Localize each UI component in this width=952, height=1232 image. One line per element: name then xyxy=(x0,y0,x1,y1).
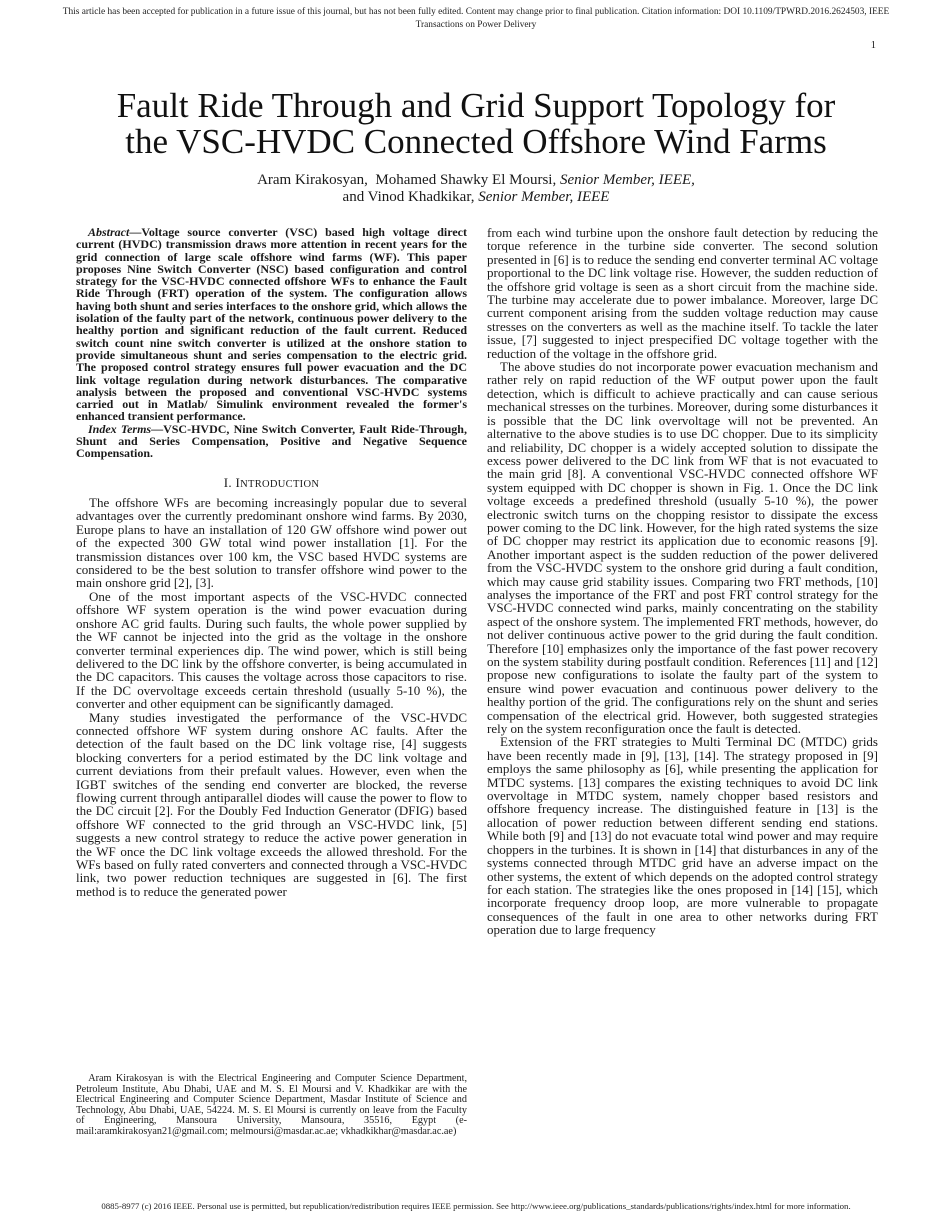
notice-line-1: This article has been accepted for publication in a future issue of this journal, but has not been fully edited. Content may change prior to final publication. Citation information: DOI 10.1109/TPWRD.2016.2624503, IEEE xyxy=(62,7,890,17)
paragraph: Many studies investigated the performance of the VSC-HVDC connected offshore WF system during onshore AC faults. After the detection of the fault based on the DC link voltage rise, [4] suggests blocking converters for a period estimated by the DC link voltage and current deviations from their prefault values. However, even when the IGBT switches of the sending end converter are blocked, the reverse flowing current through antiparallel diodes will cause the power to flow to the DC circuit [2]. For the Doubly Fed Induction Generator (DFIG) based offshore WF connected to the grid through an VSC-HVDC link, [5] suggests a new control strategy to reduce the active power generation in the WF once the DC link voltage exceeds the allowed threshold. For the WFs based on fully rated converters and connected through a VSC-HVDC link, two power reduction techniques are suggested in [6]. The first method is to reduce the generated power xyxy=(76,709,467,899)
left-column xyxy=(76,226,467,898)
paragraph: The above studies do not incorporate power evacuation mechanism and rather rely on rapid reduction of the WF output power upon the fault detection, which is difficult to achieve practically and can cause serious mechanical stresses on the turbines. Moreover, during some disturbances it is possible that the DC link overvoltage will not be prevented. An alternative to the above studies is to use DC chopper. Due to its simplicity and reliability, DC chopper is a widely accepted solution to dissipate the excess power delivered to the DC link from WF that is not evacuated to the main grid [8]. A conventional VSC-HVDC connected offshore WF system equipped with DC chopper is shown in Fig. 1. Once the DC link voltage exceeds a predefined threshold (usually 5-10 %), the power electronic switch turns on the chopping resistor to dissipate the excess power coming to the DC link. However, for the high rated systems the size of DC chopper may restrict its application due to economic reasons [9]. Another important aspect is the sudden reduction of the power delivered from the VSC-HVDC system to the onshore grid during a fault condition, which may cause grid stability issues. Comparing two FRT methods, [10] analyses the importance of the FRT and post FRT control strategy for the VSC-HVDC connected wind parks, mainly concentrating on the stability aspect of the onshore system. The implemented FRT methods, however, do not deliver continuous active power to the grid during the fault condition. Therefore [10] emphasizes only the importance of the fast power recovery on the system stability during postfault condition. References [11] and [12] propose new configurations to isolate the faulty part of the system to ensure wind power evacuation and continuous power delivery to the healthy portion of the grid. The configurations rely on the shunt and series compensation of the electrical grid. However, both suggested strategies rely on the system reconfiguration once the fault is detected. xyxy=(487,359,878,737)
page-number: 1 xyxy=(870,40,876,51)
abstract-text: —Voltage source converter (VSC) based high voltage direct current (HVDC) transmission draws more attention in recent years for the grid connection of large scale offshore wind farms (WF). This paper proposes Nine Switch Converter (NSC) based configuration and control strategy for the VSC-HVDC connected offshore WFs to enhance the Fault Ride Through (FRT) operation of the system. The configuration allows having both shunt and series interfaces to the onshore grid, which allows the isolation of the faulty part of the network, continuous power delivery to the healthy portion and significant reduction of the fault current. Reduced switch count nine switch converter is utilized at the onshore station to provide simultaneous shunt and series compensation to the electric grid. The proposed control strategy ensures full power evacuation and the DC link voltage regulation during network disturbances. The comparative analysis between the proposed and conventional VSC-HVDC systems carried out in Matlab/ Simulink environment revealed the former's enhanced transient performance. xyxy=(76,225,467,424)
right-column xyxy=(487,226,878,937)
author-affiliation-footnote: Aram Kirakosyan is with the Electrical Engineering and Computer Science Department, Petroleum Institute, Abu Dhabi, UAE and M. S. El Moursi and V. Khadkikar are with the Electrical Engineering and Computer Science Department, Masdar Institute of Science and Technology, Abu Dhabi, UAE, 54224. M. S. El Moursi is currently on leave from the Faculty of Engineering, Mansoura University, Mansoura, 35516, Egypt (e-mail:aramkirakosyan21@gmail.com; melmoursi@masdar.ac.ae; vkhadkikhar@masdar.ac.ae) xyxy=(76,1073,467,1137)
author-3-role: Senior Member, IEEE xyxy=(478,189,610,205)
paragraph: One of the most important aspects of the VSC-HVDC connected offshore WF system operation is the wind power evacuation during onshore AC grid faults. During such faults, the whole power supplied by the WF cannot be injected into the grid as the voltage in the onshore converter terminal experiences dip. The wind power, which is still being delivered to the DC link by the offshore converter, is being accumulated in the DC capacitors. This causes the voltage across those capacitors to rise. If the DC overvoltage exceeds certain threshold (usually 5-10 %), the converter and other equipment can be significantly damaged. xyxy=(76,588,467,712)
title-line-1: Fault Ride Through and Grid Support Topology for xyxy=(116,86,836,125)
abstract-label: Abstract xyxy=(88,225,130,239)
index-terms-label: Index Terms xyxy=(88,421,152,436)
author-3: and Vinod Khadkikar, xyxy=(342,189,475,205)
author-1: Aram Kirakosyan, xyxy=(257,172,368,188)
section-heading-introduction: I. INTRODUCTION xyxy=(223,474,320,490)
author-list xyxy=(60,172,892,206)
publication-notice xyxy=(0,6,952,32)
paper-title xyxy=(40,88,912,160)
paragraph: Extension of the FRT strategies to Multi Terminal DC (MTDC) grids have been recently made in [9], [13], [14]. The strategy proposed in [9] employs the same philosophy as [6], while presenting the application for MTDC systems. [13] compares the existing techniques to avoid DC link overvoltage in MTDC system, namely chopper based resistors and offshore frequency increase. The distinguished feature in [13] is the allocation of power reduction between different sending end stations. While both [9] and [13] do not evacuate total wind power and may require choppers in the turbines. It is shown in [14] that disturbances in any of the systems connected through MTDC grid have an adverse impact on the other systems, the extent of which depends on the adopted control strategy for each station. The strategies like the ones proposed in [14] [15], which incorporate frequency droop loop, are more vulnerable to propagate consequences of the fault in one area to other networks during FRT operation due to large frequency xyxy=(487,734,878,938)
author-2: Mohamed Shawky El Moursi, xyxy=(375,172,557,188)
paragraph: The offshore WFs are becoming increasingly popular due to several advantages over the currently predominant onshore wind farms. By 2030, Europe plans to have an installation of 120 GW offshore wind power out of the expected 300 GW total wind power installation [1]. For the transmission distances over 100 km, the VSC based HVDC systems are considered to be the best solution to transfer offshore wind power to the main onshore grid [2], [3]. xyxy=(76,495,467,591)
index-terms xyxy=(76,423,467,460)
paragraph: from each wind turbine upon the onshore fault detection by reducing the torque reference in the turbine side converter. The second solution presented in [6] is to reduce the sending end converter terminal AC voltage proportional to the DC link voltage rise. However, the sudden reduction of the offshore grid voltage is seen as a short circuit from the machine side. The turbine may accelerate due to power imbalance. Moreover, large DC current component arising from the sudden voltage reduction may cause stresses on the converters as well as the machine itself. To tackle the later issue, [7] suggested to inject prespecified DC voltage together with the reduction of the voltage in the offshore grid. xyxy=(487,225,878,361)
notice-line-2: Transactions on Power Delivery xyxy=(415,20,537,30)
abstract xyxy=(76,226,467,423)
index-terms-text: —VSC-HVDC, Nine Switch Converter, Fault Ride-Through, Shunt and Series Compensation, Positive and Negative Sequence Compensation. xyxy=(76,421,467,461)
copyright-footer: 0885-8977 (c) 2016 IEEE. Personal use is permitted, but republication/redistribution requires IEEE permission. See http://www.ieee.org/publications_standards/publications/rights/index.html for more information. xyxy=(101,1201,851,1211)
author-2-role: Senior Member, IEEE, xyxy=(559,172,695,188)
title-line-2: the VSC-HVDC Connected Offshore Wind Farms xyxy=(125,122,827,161)
